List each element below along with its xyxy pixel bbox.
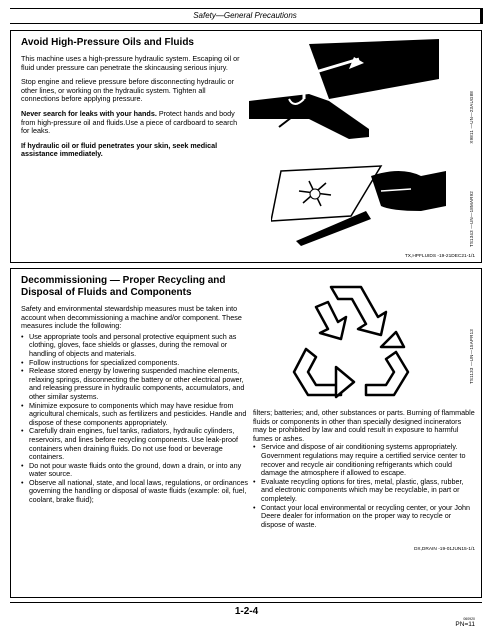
- footer-tiny-code: 060920: [463, 617, 475, 621]
- section1-title: Avoid High-Pressure Oils and Fluids: [21, 37, 194, 48]
- section2-title-line1: Decommissioning — Proper Recycling and: [21, 275, 226, 286]
- bullet-item: • Observe all national, state, and local laws, regulations, or ordinances governing the handling or disposal of waste fluids (example: oil, fuel, coolant, brake fluid);: [21, 479, 249, 505]
- cardboard-leak-check-illustration: [271, 151, 451, 246]
- section1-paragraph-4: [21, 142, 245, 159]
- section2-text: [21, 275, 249, 505]
- section1-code-top: X9811 —UN—23AUG88: [469, 91, 474, 144]
- section2-reference: DX,DRAIN -19-01JUN15-1/1: [413, 547, 475, 552]
- section1-code-bottom: TS1343 —UN—18MAR92: [469, 191, 474, 248]
- section2-column-2: [253, 409, 475, 529]
- section2-intro: Safety and environmental stewardship measures must be taken into account when decommissioning a machine and/or component. These measures include the following:: [21, 304, 242, 331]
- bullet-item: • Evaluate recycling options for tires, metal, plastic, glass, rubber, and electronic components which may be recyclable, in part or completely.: [253, 478, 475, 504]
- fluid-penetration-illustration: [249, 39, 439, 139]
- bullet-item: • Follow instructions for specialized components.: [21, 359, 249, 368]
- page-number: 1-2-4: [234, 606, 259, 617]
- section-decommissioning: [10, 268, 482, 598]
- bullet-item: • Release stored energy by lowering suspended machine elements, relaxing springs, disconnecting the battery or other electrical power, and releasing pressure in hydraulic components, accumulators, and other similar systems.: [21, 367, 249, 401]
- section2-bullet-list-1: [21, 333, 249, 505]
- section2-bullet-list-2: [253, 443, 475, 529]
- section1-paragraph-3: [21, 110, 245, 136]
- bullet-item: • Use appropriate tools and personal protective equipment such as clothing, gloves, face shields or glasses, during the removal or handling of objects and materials.: [21, 333, 249, 359]
- section1-reference: TX,HPFLUIDS -19-21DEC21-1/1: [404, 254, 475, 259]
- header-bar: [480, 8, 483, 24]
- section2-code: TS1133 —UN—15APR13: [469, 329, 474, 385]
- recycling-icon: [286, 277, 416, 402]
- bullet-item: • Service and dispose of air conditioning systems appropriately. Government regulations may require a certified service center to recover and recycle air conditioning refrigerants which could damage the atmosphere if allowed to escape.: [253, 443, 475, 477]
- section1-warning-bold: Never search for leaks with your hands.: [21, 108, 157, 118]
- pn-block: [455, 617, 475, 628]
- section1-paragraph-1: This machine uses a high-pressure hydraulic system. Escaping oil or fluid under pressure can penetrate the skincausing serious injury.: [21, 54, 240, 72]
- section-high-pressure-fluids: [10, 30, 482, 263]
- section1-medical-bold: If hydraulic oil or fluid penetrates your skin, seek medical assistance immediately.: [21, 140, 218, 159]
- header-title: Safety—General Precautions: [193, 11, 297, 20]
- pn-label: PN=11: [455, 621, 475, 628]
- bullet-item: • Carefully drain engines, fuel tanks, radiators, hydraulic cylinders, reservoirs, and lines before recycling components. Use leak-proof containers when draining fluids. Do not use food or beverage containers.: [21, 427, 249, 461]
- section1-paragraph-2: Stop engine and relieve pressure before disconnecting hydraulic or other lines, or working on the hydraulic system. Tighten all connections before applying pressure.: [21, 77, 234, 104]
- page-header: [10, 8, 480, 24]
- bullet-item: • Minimize exposure to components which may have residue from agricultural chemicals, such as fertilizers and pesticides. Handle and dispose of these components appropriately.: [21, 402, 249, 428]
- section2-continuation: filters; batteries; and, other substances or parts. Burning of flammable fluids or components in other than specially designed incinerators may be prohibited by law and could result in exposure to harmful fumes or ashes.: [253, 408, 475, 443]
- bullet-item: • Contact your local environmental or recycling center, or your John Deere dealer for information on the proper way to recycle or dispose of waste.: [253, 504, 475, 530]
- section2-title-line2: Disposal of Fluids and Components: [21, 287, 192, 298]
- footer-divider: [10, 602, 482, 603]
- bullet-item: • Do not pour waste fluids onto the ground, down a drain, or into any water source.: [21, 462, 249, 479]
- section1-text: [21, 37, 245, 159]
- section1-warning-rest: Protect hands and body from high-pressure oil and fluids.Use a piece of cardboard to search for leaks.: [21, 108, 238, 136]
